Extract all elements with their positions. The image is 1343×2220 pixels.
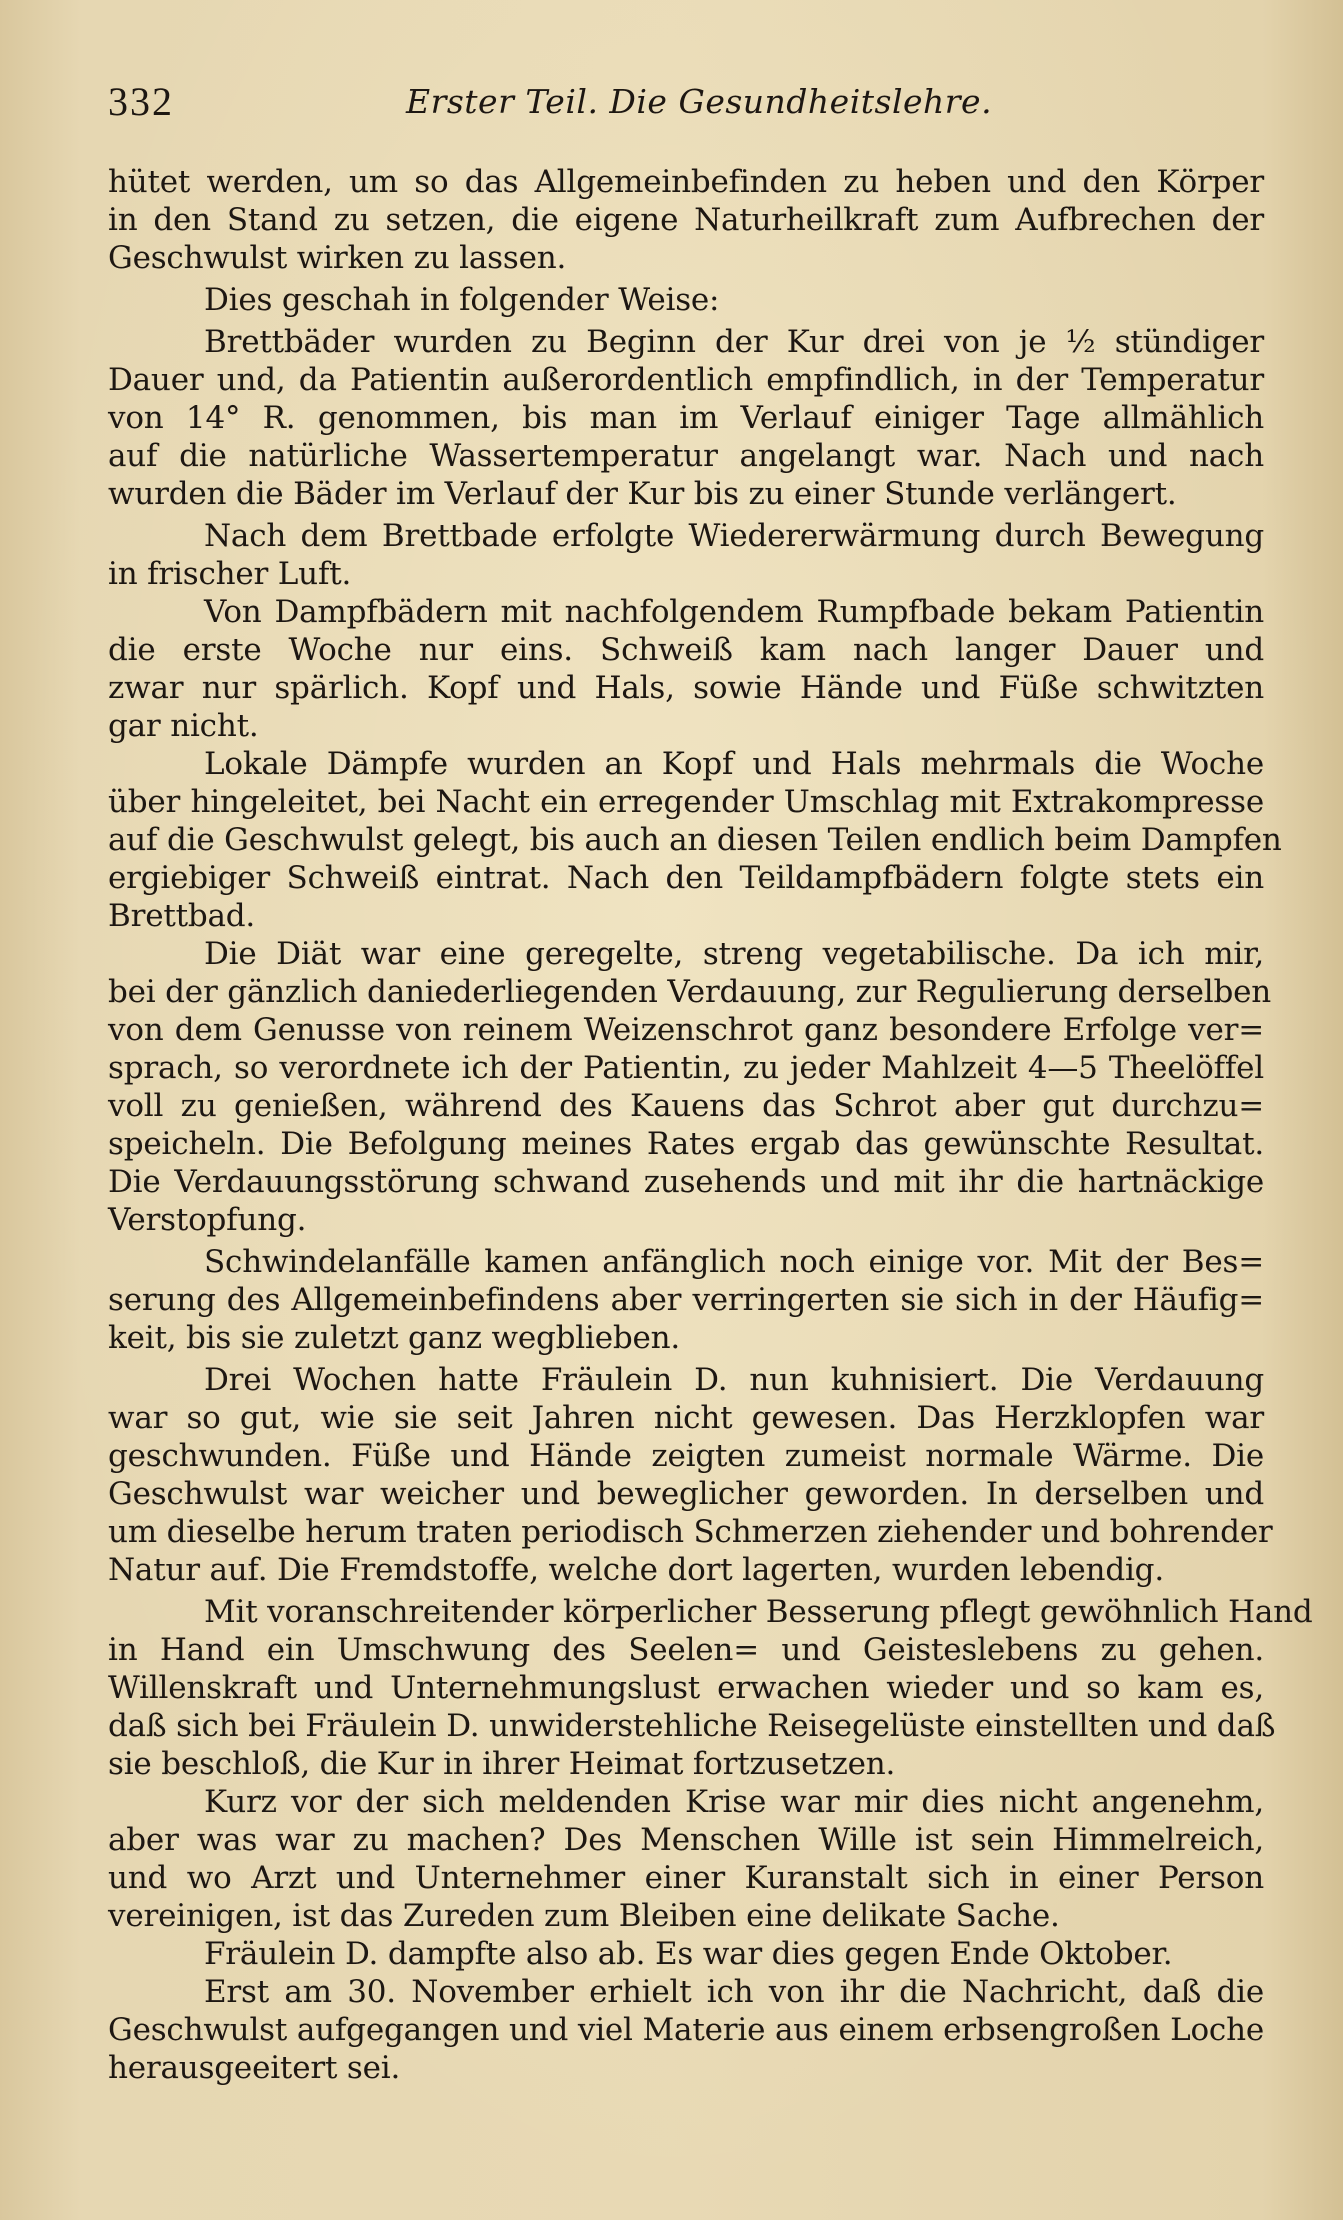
text-line: Natur auf. Die Fremdstoffe, welche dort lagerten, wurden lebendig. [108, 1552, 1164, 1588]
text-line: geschwunden. Füße und Hände zeigten zumeist normale Wärme. Die [108, 1438, 1264, 1474]
text-line: zwar nur spärlich. Kopf und Hals, sowie Hände und Füße schwitzten [108, 670, 1264, 706]
text-line: Geschwulst aufgegangen und viel Materie aus einem erbsengroßen Loche [108, 2012, 1264, 2048]
text-line: war so gut, wie sie seit Jahren nicht gewesen. Das Herzklopfen war [108, 1400, 1264, 1436]
text-line: serung des Allgemeinbefindens aber verringerten sie sich in der Häufig= [108, 1282, 1264, 1318]
text-line: Die Diät war eine geregelte, streng vegetabilische. Da ich mir, [204, 936, 1264, 972]
text-line: Verstopfung. [108, 1202, 307, 1238]
body-text [108, 163, 1313, 2087]
text-line: keit, bis sie zuletzt ganz wegblieben. [108, 1320, 681, 1356]
page-header [108, 78, 1264, 128]
text-line: Kurz vor der sich meldenden Krise war mir dies nicht angenehm, [204, 1784, 1264, 1820]
text-line: auf die Geschwulst gelegt, bis auch an diesen Teilen endlich beim Dampfen [108, 822, 1282, 858]
text-line: in den Stand zu setzen, die eigene Naturheilkraft zum Aufbrechen der [108, 202, 1264, 238]
text-line: von dem Genusse von reinem Weizenschrot ganz besondere Erfolge ver= [108, 1012, 1264, 1048]
text-line: wurden die Bäder im Verlauf der Kur bis zu einer Stunde verlängert. [108, 476, 1177, 512]
text-line: gar nicht. [108, 708, 259, 744]
text-line: auf die natürliche Wassertemperatur angelangt war. Nach und nach [108, 438, 1264, 474]
text-line: Mit voranschreitender körperlicher Besserung pflegt gewöhnlich Hand [204, 1594, 1313, 1630]
text-line: voll zu genießen, während des Kauens das Schrot aber gut durchzu= [108, 1088, 1264, 1124]
text-line: herausgeeitert sei. [108, 2050, 401, 2086]
text-line: die erste Woche nur eins. Schweiß kam nach langer Dauer und [108, 632, 1264, 668]
text-line: von 14° R. genommen, bis man im Verlauf einiger Tage allmählich [108, 400, 1264, 436]
text-line: hütet werden, um so das Allgemeinbefinden zu heben und den Körper [108, 164, 1264, 200]
text-line: Schwindelanfälle kamen anfänglich noch einige vor. Mit der Bes= [204, 1244, 1264, 1280]
text-line: aber was war zu machen? Des Menschen Wille ist sein Himmelreich, [108, 1822, 1264, 1858]
text-line: Nach dem Brettbade erfolgte Wiedererwärmung durch Bewegung [204, 518, 1264, 554]
text-line: Drei Wochen hatte Fräulein D. nun kuhnisiert. Die Verdauung [204, 1362, 1264, 1398]
text-line: Dies geschah in folgender Weise: [204, 282, 720, 318]
text-line: vereinigen, ist das Zureden zum Bleiben eine delikate Sache. [108, 1898, 1060, 1934]
text-line: Fräulein D. dampfte also ab. Es war dies gegen Ende Oktober. [204, 1936, 1173, 1972]
text-line: in frischer Luft. [108, 556, 352, 592]
text-line: Erst am 30. November erhielt ich von ihr die Nachricht, daß die [204, 1974, 1264, 2010]
text-line: in Hand ein Umschwung des Seelen= und Geisteslebens zu gehen. [108, 1632, 1264, 1668]
text-line: Von Dampfbädern mit nachfolgendem Rumpfbade bekam Patientin [204, 594, 1264, 630]
text-line: ergiebiger Schweiß eintrat. Nach den Teildampfbädern folgte stets ein [108, 860, 1264, 896]
text-line: Die Verdauungsstörung schwand zusehends und mit ihr die hartnäckige [108, 1164, 1264, 1200]
text-line: Brettbad. [108, 898, 256, 934]
text-line: Brettbäder wurden zu Beginn der Kur drei von je ½ stündiger [204, 324, 1264, 360]
text-line: sie beschloß, die Kur in ihrer Heimat fortzusetzen. [108, 1746, 896, 1782]
text-line: Willenskraft und Unternehmungslust erwachen wieder und so kam es, [108, 1670, 1264, 1706]
text-line: Geschwulst wirken zu lassen. [108, 240, 567, 276]
text-line: und wo Arzt und Unternehmer einer Kuranstalt sich in einer Person [108, 1860, 1264, 1896]
text-line: Lokale Dämpfe wurden an Kopf und Hals mehrmals die Woche [204, 746, 1264, 782]
text-line: bei der gänzlich daniederliegenden Verdauung, zur Regulierung derselben [108, 974, 1272, 1010]
text-line: Dauer und, da Patientin außerordentlich empfindlich, in der Temperatur [108, 362, 1264, 398]
page-number: 332 [108, 79, 174, 124]
running-head: Erster Teil. Die Gesundheitslehre. [406, 82, 993, 121]
text-line: Geschwulst war weicher und beweglicher geworden. In derselben und [108, 1476, 1264, 1512]
text-line: daß sich bei Fräulein D. unwiderstehliche Reisegelüste einstellten und daß [108, 1708, 1276, 1744]
text-line: um dieselbe herum traten periodisch Schmerzen ziehender und bohrender [108, 1514, 1273, 1550]
text-line: speicheln. Die Befolgung meines Rates ergab das gewünschte Resultat. [108, 1126, 1264, 1162]
text-line: sprach, so verordnete ich der Patientin, zu jeder Mahlzeit 4—5 Theelöffel [108, 1050, 1264, 1086]
text-line: über hingeleitet, bei Nacht ein erregender Umschlag mit Extrakompresse [108, 784, 1264, 820]
